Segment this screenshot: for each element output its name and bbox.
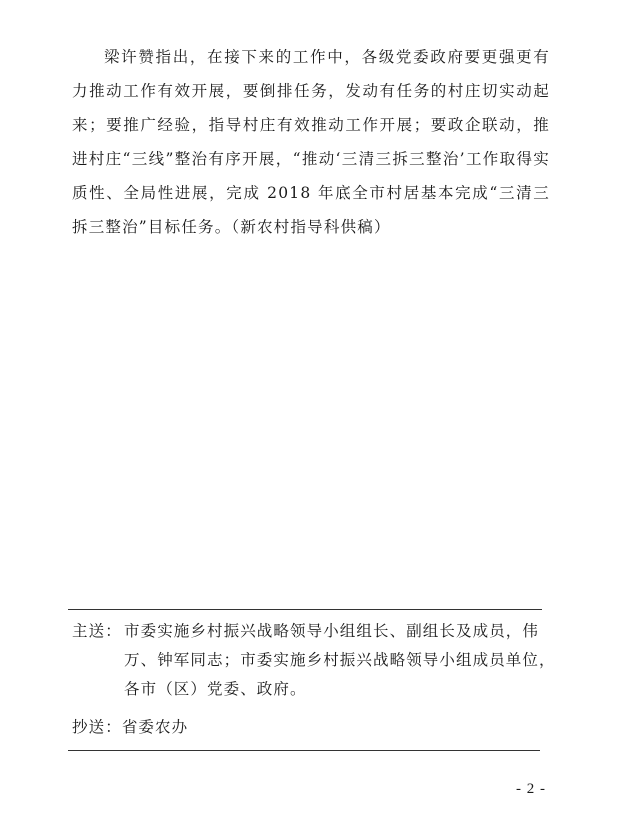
page-number: - 2 - — [516, 781, 546, 797]
body-paragraph: 梁许赞指出，在接下来的工作中，各级党委政府要更强更有力推动工作有效开展，要倒排任务，发动有任务的村庄切实动起来；要推广经验，指导村庄有效推动工作开展；要政企联动，推进村庄“三线”整治有序开展，“推动‘三清三拆三整治’工作取得实质性、全局性进展，完成 2018 年底全市村居基本完成“三清三拆三整治”目标任务。（新农村指导科供稿） — [72, 48, 550, 236]
cc-recipients-label: 抄送： — [72, 718, 122, 736]
main-recipients-label: 主送： — [72, 622, 122, 640]
cc-recipients-value: 省委农办 — [121, 718, 189, 736]
distribution-top-rule — [68, 609, 542, 610]
main-recipients-line-3: 各市（区）党委、政府。 — [124, 680, 307, 698]
cc-recipients-block — [72, 713, 188, 742]
main-recipients-line-2: 万、钟军同志；市委实施乡村振兴战略领导小组成员单位， — [124, 651, 556, 669]
main-recipients-list — [124, 617, 556, 704]
main-recipients-line-1: 市委实施乡村振兴战略领导小组组长、副组长及成员，伟 — [124, 622, 540, 640]
distribution-bottom-rule — [68, 750, 540, 751]
